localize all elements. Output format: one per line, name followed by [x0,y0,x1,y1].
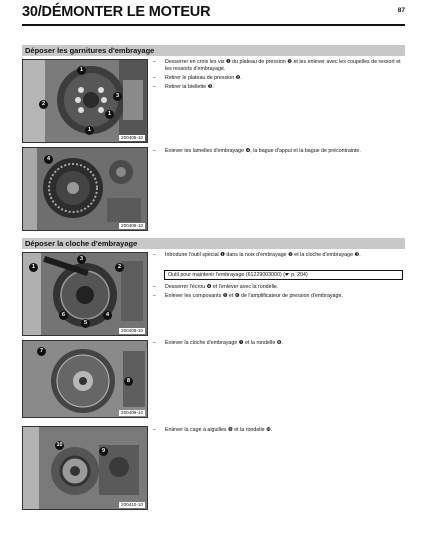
steps-list [153,148,403,157]
header-rule [22,24,405,26]
callout-3: 3 [77,255,86,264]
steps-list [153,427,403,436]
photo-code: 200406-10 [121,223,143,228]
photo-code: 200405-10 [121,135,143,140]
section-title-clutch-basket: Déposer la cloche d'embrayage [22,238,405,249]
photo-clutch-plates [22,147,148,231]
special-tool-box: Outil pour maintenir l'embrayage (61229003000) (☛ p. 204) [164,270,403,280]
step-item: – Enlever les composants ❺ et ❻ de l'amplificateur de pression d'embrayage. [153,293,403,300]
callout-4: 4 [103,311,112,320]
callout-10: 10 [56,442,63,448]
callout-8: 8 [124,377,133,386]
photo-needle-cage-illustration [23,427,147,509]
photo-clutch-plates-illustration [23,148,147,230]
callout-2: 2 [115,263,124,272]
photo-code: 200410-10 [121,502,143,507]
step-item: – Introduire l'outil spécial ❶ dans la noix d'embrayage ❷ et la cloche d'embrayage ❸. [153,252,403,259]
callout-1: 1 [29,263,38,272]
callout-1: 1 [77,66,86,75]
steps-list [153,59,403,93]
callout-4: 4 [44,155,53,164]
step-item: – Desserrer l'écrou ❹ et l'enlever avec la rondelle. [153,284,403,291]
photo-clutch-basket [22,340,148,418]
photo-clutch-pressure-plate [22,59,148,143]
callout-6: 6 [59,311,68,320]
callout-7: 7 [37,347,46,356]
photo-code: 200408-10 [121,328,143,333]
callout-1: 1 [85,126,94,135]
step-item: – Enlever les lamelles d'embrayage ❹, la bague d'appui et la bague de précontrainte. [153,148,403,155]
step-item: – Desserrer en croix les vis ❶ du plateau de pression ❷ et les enlever avec les coupelles de ressort et les ressorts d'embrayage. [153,59,403,74]
step-item: – Retirer la biellette ❸. [153,84,403,91]
step-item: – Retirer le plateau de pression ❷. [153,75,403,82]
callout-9: 9 [99,447,108,456]
callout-2: 2 [39,100,48,109]
steps-list [153,340,403,349]
callout-3: 3 [113,92,122,101]
steps-list [153,252,403,261]
step-item: – Enlever la cage à aiguilles ❾ et la rondelle ❿. [153,427,403,434]
photo-clutch-holding-tool [22,252,148,336]
section-title-clutch-linings: Déposer les garnitures d'embrayage [22,45,405,56]
callout-1: 1 [105,110,114,119]
photo-needle-cage [22,426,148,510]
steps-list [153,284,403,302]
callout-5: 5 [81,319,90,328]
page-title: 30/DÉMONTER LE MOTEUR [22,4,211,20]
step-item: – Enlever la cloche d'embrayage ❼ et la rondelle ❽. [153,340,403,347]
page-number: 87 [397,7,405,14]
photo-code: 200409-10 [121,410,143,415]
